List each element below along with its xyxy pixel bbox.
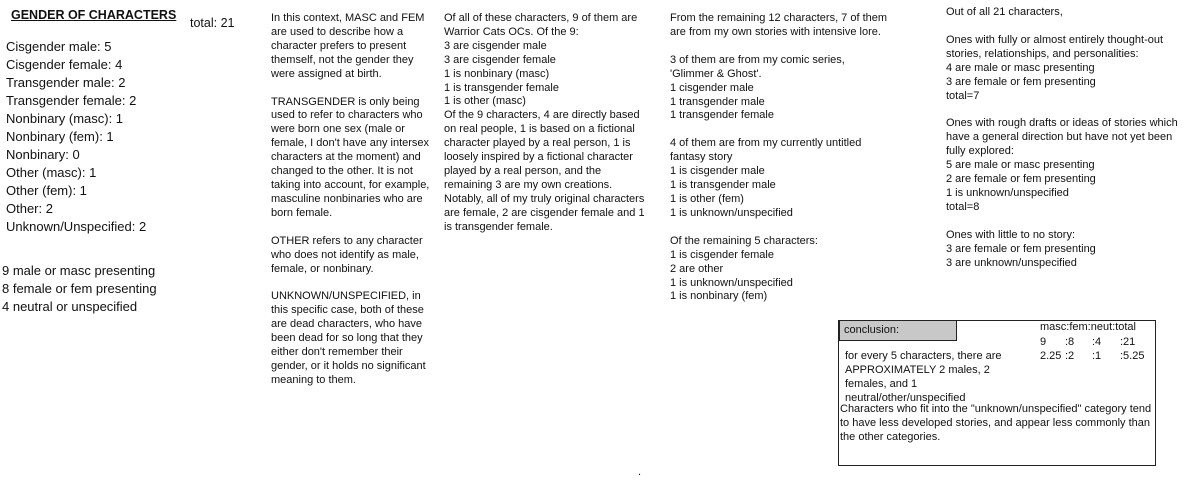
fantasy-line: 1 is other (fem) bbox=[670, 192, 744, 205]
ratio-explanation: for every 5 characters, there are APPROXIMATELY 2 males, 2 females, and 1 neutral/other/unspecified bbox=[845, 350, 1002, 404]
warrior-line: 1 is nonbinary (masc) bbox=[444, 67, 550, 80]
rest-line: 1 is unknown/unspecified bbox=[670, 276, 793, 289]
list-item: Unknown/Unspecified: 2 bbox=[6, 219, 147, 234]
ratio-cell: :8 bbox=[1065, 336, 1075, 348]
list-item: Nonbinary (masc): 1 bbox=[6, 111, 124, 126]
fantasy-line: 1 is unknown/unspecified bbox=[670, 206, 793, 219]
warrior-paragraph: Of the 9 characters, 4 are directly based on real people, 1 is based on a fictional character played by a real person, 1 is loosely inspired by a fictional character played by a real person, and the remaining 3 are my own creations. Notably, all of my truly original characters are female, 2 are cisgender female and 1 is transgender female. bbox=[444, 109, 645, 233]
remaining-intro: From the remaining 12 characters, 7 of them are from my own stories with intensive lore. bbox=[670, 12, 888, 38]
comic-line: 1 cisgender male bbox=[670, 81, 754, 94]
rest-line: 2 are other bbox=[670, 262, 724, 275]
list-item: Cisgender female: 4 bbox=[6, 57, 123, 72]
list-item: Cisgender male: 5 bbox=[6, 39, 112, 54]
list-item: Transgender female: 2 bbox=[6, 93, 137, 108]
ratio-cell: 2.25 bbox=[1040, 350, 1062, 362]
ratio-cell: :4 bbox=[1092, 336, 1102, 348]
rest-intro: Of the remaining 5 characters: bbox=[670, 234, 818, 247]
list-item: Nonbinary: 0 bbox=[6, 147, 80, 162]
full-story-line: 3 are female or fem presenting bbox=[946, 75, 1096, 88]
little-story-line: 3 are unknown/unspecified bbox=[946, 256, 1077, 269]
ratio-cell: :1 bbox=[1092, 350, 1102, 362]
rough-story-line: 2 are female or fem presenting bbox=[946, 173, 1096, 186]
rough-story-line: total=8 bbox=[946, 200, 980, 213]
rest-line: 1 is nonbinary (fem) bbox=[670, 290, 768, 303]
rough-story-line: 1 is unknown/unspecified bbox=[946, 186, 1069, 199]
rough-story-intro: Ones with rough drafts or ideas of stories which have a general direction but have not yet been fully explored: bbox=[946, 117, 1178, 158]
rest-line: 1 is cisgender female bbox=[670, 248, 774, 261]
little-story-intro: Ones with little to no story: bbox=[946, 228, 1075, 241]
masc-fem-note: In this context, MASC and FEM are used to describe how a character prefers to present themself, not the gender they were assigned at birth. bbox=[271, 12, 425, 80]
stray-mark: . bbox=[638, 466, 642, 478]
warrior-line: 1 is transgender female bbox=[444, 81, 559, 94]
ratio-header: masc:fem:neut:total bbox=[1040, 321, 1136, 333]
warrior-cats-column bbox=[444, 12, 650, 235]
fantasy-line: 1 is transgender male bbox=[670, 179, 776, 192]
definitions-column bbox=[271, 12, 433, 388]
list-item: Nonbinary (fem): 1 bbox=[6, 129, 114, 144]
list-item: Other (masc): 1 bbox=[6, 165, 97, 180]
comic-intro: 3 of them are from my comic series, 'Glimmer & Ghost'. bbox=[670, 53, 845, 80]
full-story-line: 4 are male or masc presenting bbox=[946, 61, 1095, 74]
comic-line: 1 transgender female bbox=[670, 109, 774, 122]
ratio-cell: 9 bbox=[1040, 336, 1047, 348]
story-development-column bbox=[946, 6, 1186, 271]
remaining-characters-column bbox=[670, 12, 890, 304]
story-intro: Out of all 21 characters, bbox=[946, 6, 1063, 18]
list-item: Other (fem): 1 bbox=[6, 183, 87, 198]
warrior-line: 1 is other (masc) bbox=[444, 95, 526, 108]
list-item: Transgender male: 2 bbox=[6, 75, 126, 90]
conclusion-label: conclusion: bbox=[839, 320, 957, 341]
little-story-line: 3 are female or fem presenting bbox=[946, 242, 1096, 255]
conclusion-text: Characters who fit into the "unknown/unspecified" category tend to have less developed stories, and appear less commonly than the other categories. bbox=[840, 403, 1152, 443]
warrior-line: 3 are cisgender female bbox=[444, 53, 556, 66]
gender-count-list bbox=[6, 38, 146, 236]
full-story-intro: Ones with fully or almost entirely thought-out stories, relationships, and personalities: bbox=[946, 33, 1164, 60]
unknown-note: UNKNOWN/UNSPECIFIED, in this specific case, both of these are dead characters, who have been dead for so long that they either don't remember their gender, or it holds no significant meaning to them. bbox=[271, 290, 426, 386]
transgender-note: TRANSGENDER is only being used to refer to characters who were born one sex (male or female, I don't have any intersex characters at the moment) and changed to the other. It is not taking into account, for example, masculine nonbinaries who are born female. bbox=[271, 95, 430, 219]
total-count: total: 21 bbox=[190, 16, 235, 30]
summary-line: 9 male or masc presenting bbox=[2, 263, 156, 278]
fantasy-intro: 4 of them are from my currently untitled fantasy story bbox=[670, 137, 862, 164]
full-story-line: total=7 bbox=[946, 89, 980, 102]
warrior-intro: Of all of these characters, 9 of them are Warrior Cats OCs. Of the 9: bbox=[444, 12, 638, 38]
summary-line: 8 female or fem presenting bbox=[2, 281, 157, 296]
summary-line: 4 neutral or unspecified bbox=[2, 299, 138, 314]
list-item: Other: 2 bbox=[6, 201, 53, 216]
rough-story-line: 5 are male or masc presenting bbox=[946, 159, 1095, 172]
fantasy-line: 1 is cisgender male bbox=[670, 165, 765, 178]
ratio-cell: :5.25 bbox=[1120, 350, 1145, 362]
comic-line: 1 transgender male bbox=[670, 95, 765, 108]
ratio-cell: :2 bbox=[1065, 350, 1075, 362]
page-title: GENDER OF CHARACTERS bbox=[11, 8, 177, 22]
warrior-line: 3 are cisgender male bbox=[444, 39, 547, 52]
presentation-summary bbox=[2, 262, 157, 316]
ratio-cell: :21 bbox=[1120, 336, 1136, 348]
other-note: OTHER refers to any character who does not identify as male, female, or nonbinary. bbox=[271, 234, 423, 275]
